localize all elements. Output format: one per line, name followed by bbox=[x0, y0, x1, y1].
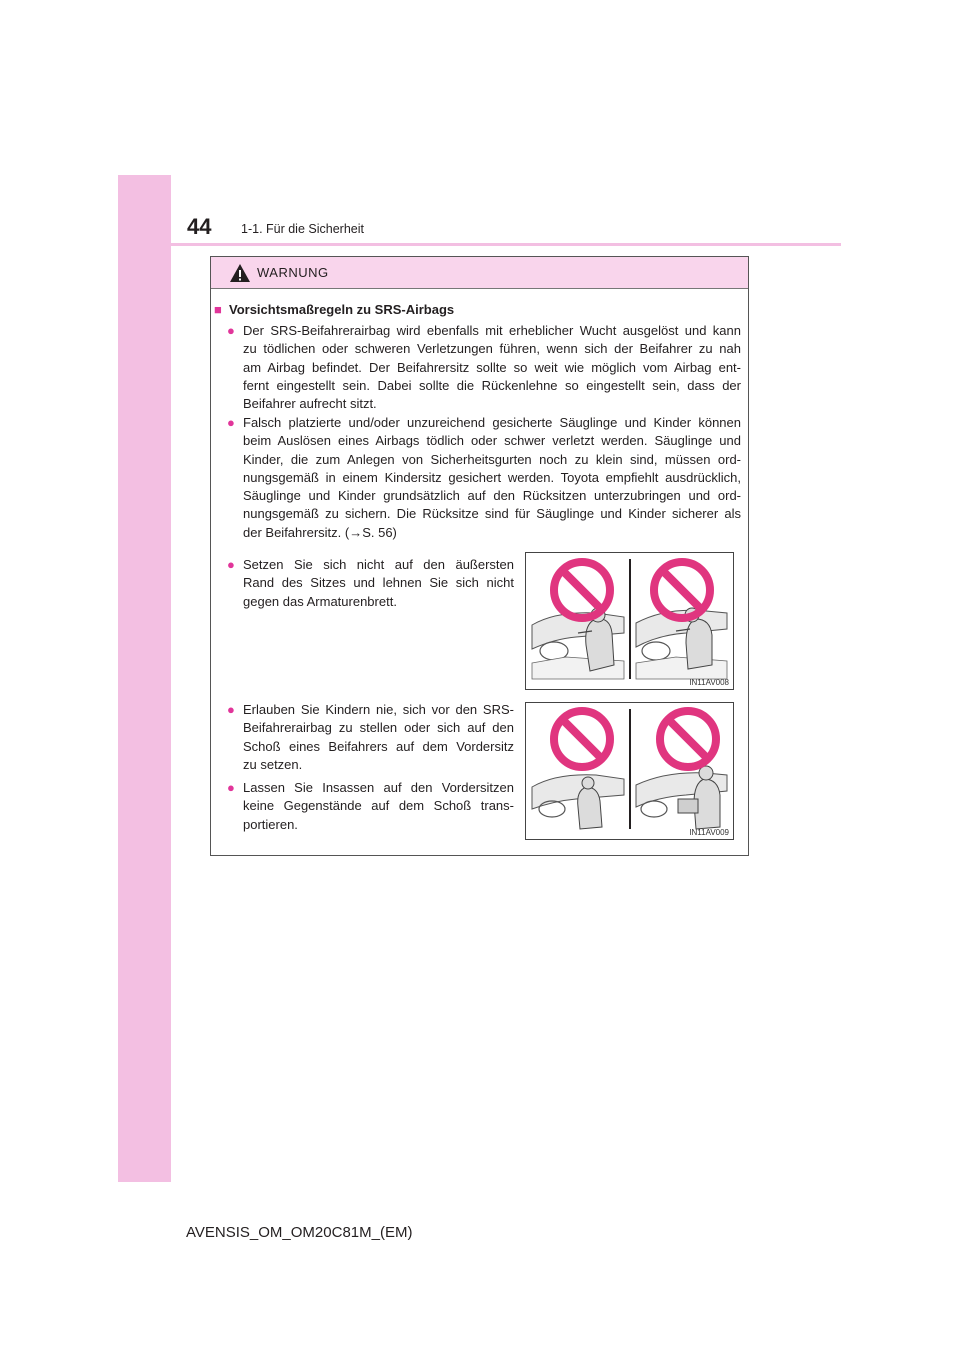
circle-bullet-icon: ● bbox=[227, 557, 235, 572]
illustration-sitting-too-close bbox=[525, 552, 734, 690]
text-line: Der SRS-Beifahrerairbag wird ebenfalls mit erheblicher Wucht ausgelöst und kann bbox=[243, 323, 741, 338]
warning-paragraph bbox=[243, 779, 514, 834]
text-line: nungsgemäß zu sichern. Die Rücksitze sind für Säuglinge und Kinder sicherer als bbox=[243, 506, 741, 522]
document-code: AVENSIS_OM_OM20C81M_(EM) bbox=[186, 1224, 413, 1241]
warning-paragraph bbox=[243, 701, 514, 774]
text-line: der Beifahrersitz. (→S. 56) bbox=[243, 524, 397, 540]
prohibited-child-position-illustration bbox=[526, 703, 733, 839]
text-line: Erlauben Sie Kindern nie, sich vor den SRS- bbox=[243, 702, 514, 717]
circle-bullet-icon: ● bbox=[227, 415, 235, 430]
prohibition-sign-icon bbox=[660, 711, 716, 767]
illustration-child-and-objects bbox=[525, 702, 734, 840]
prohibition-sign-icon bbox=[654, 562, 710, 618]
section-title: 1-1. Für die Sicherheit bbox=[241, 222, 364, 236]
header-rule bbox=[118, 243, 841, 246]
text-line: Falsch platzierte und/oder unzureichend gesicherte Säuglinge und Kinder können bbox=[243, 415, 741, 430]
text-line: am Airbag befindet. Der Beifahrersitz sollte so weit wie möglich vom Airbag ent- bbox=[243, 359, 741, 375]
text-line: Beifahrerairbag zu stellen oder sich auf den bbox=[243, 720, 514, 736]
circle-bullet-icon: ● bbox=[227, 323, 235, 338]
text-line: Lassen Sie Insassen auf den Vordersitzen bbox=[243, 780, 514, 795]
text-line: keine Gegenstände auf dem Schoß trans- bbox=[243, 798, 514, 814]
text-line: fernt eingestellt sein. Dabei sollte die Rückenlehne so eingestellt sein, dass der bbox=[243, 377, 741, 393]
text-line: Beifahrer aufrecht sitzt. bbox=[243, 396, 377, 412]
text-line: portieren. bbox=[243, 816, 298, 832]
text-line: gegen das Armaturenbrett. bbox=[243, 593, 397, 609]
warning-paragraph bbox=[243, 556, 514, 611]
text-line: nungsgemäß in einem Kindersitz gesichert werden. Toyota empfiehlt ausdrücklich, bbox=[243, 469, 741, 485]
prohibited-seating-illustration bbox=[526, 553, 733, 689]
page-number: 44 bbox=[187, 214, 212, 239]
prohibition-sign-icon bbox=[554, 711, 610, 767]
circle-bullet-icon: ● bbox=[227, 702, 235, 717]
text-line: Säuglinge und Kinder grundsätzlich auf den Rücksitzen unterzubringen und ord- bbox=[243, 488, 741, 504]
prohibition-sign-icon bbox=[554, 562, 610, 618]
warning-title: WARNUNG bbox=[257, 265, 329, 280]
illustration-code: IN11AV009 bbox=[689, 828, 729, 837]
circle-bullet-icon: ● bbox=[227, 780, 235, 795]
text-line: Schoß eines Beifahrers auf dem Vordersitz bbox=[243, 738, 514, 754]
illustration-code: IN11AV008 bbox=[689, 678, 729, 687]
text-line: zu setzen. bbox=[243, 756, 303, 772]
warning-header bbox=[211, 257, 748, 289]
warning-heading: Vorsichtsmaßregeln zu SRS-Airbags bbox=[229, 302, 455, 317]
warning-paragraph bbox=[243, 322, 741, 413]
text-line: Rand des Sitzes und lehnen Sie sich nicht bbox=[243, 575, 514, 591]
text-line: zu tödlichen oder schweren Verletzungen führen, wenn sich der Beifahrer zu nah bbox=[243, 341, 741, 357]
warning-triangle-icon bbox=[229, 263, 251, 283]
square-bullet-icon: ■ bbox=[214, 302, 222, 317]
warning-paragraph bbox=[243, 414, 741, 542]
text-line: Setzen Sie sich nicht auf den äußersten bbox=[243, 557, 514, 572]
chapter-sidebar-tab bbox=[118, 175, 171, 1182]
text-line: Kinder, die zum Anlegen von Sicherheitsgurten noch zu klein sind, müssen ord- bbox=[243, 451, 741, 467]
text-line: beim Auslösen eines Airbags tödlich oder schwer verletzt werden. Säuglinge und bbox=[243, 433, 741, 449]
